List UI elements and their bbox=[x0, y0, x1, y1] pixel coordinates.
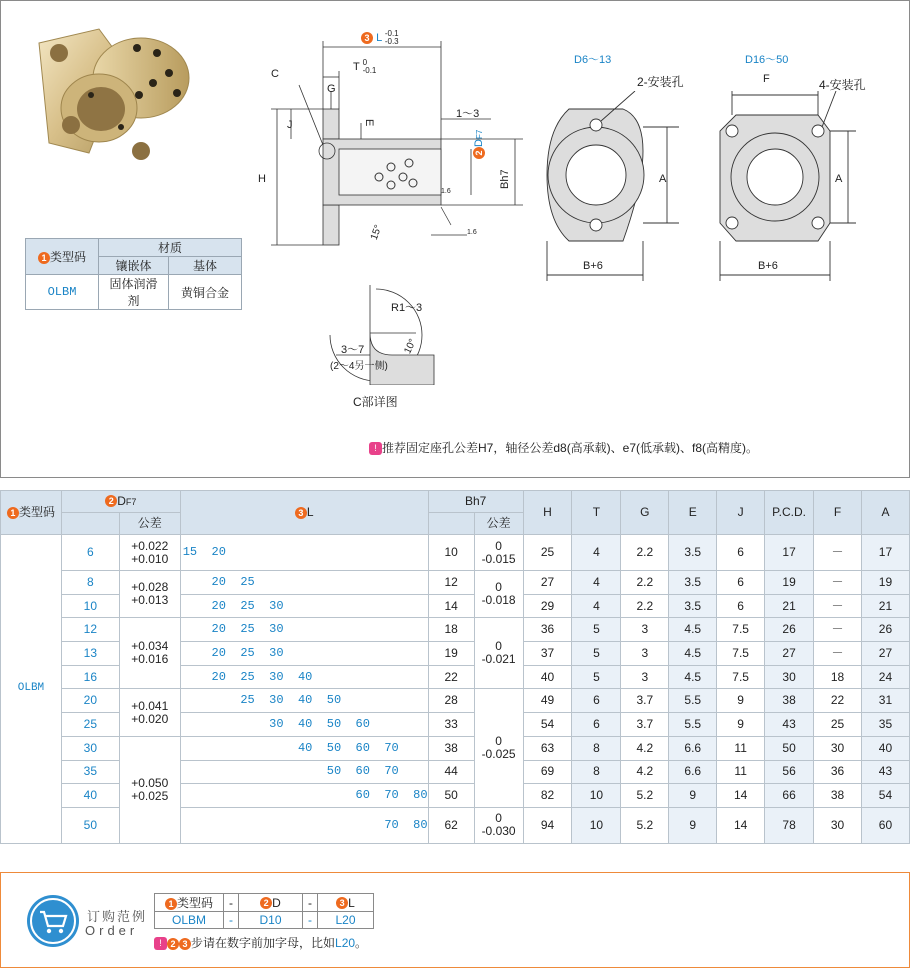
t-cell: 8 bbox=[572, 736, 621, 760]
dim-D-label bbox=[473, 130, 485, 159]
dim-J: J bbox=[287, 119, 293, 131]
d-tol-cell: +0.022 +0.010 bbox=[119, 535, 180, 571]
f-cell: 30 bbox=[814, 736, 862, 760]
h-cell: 54 bbox=[523, 713, 572, 737]
detail-len-note: (2～4另一侧) bbox=[330, 361, 388, 372]
b-cell: 22 bbox=[428, 665, 474, 689]
j-cell: 7.5 bbox=[717, 642, 765, 666]
t-cell: 4 bbox=[572, 571, 621, 595]
g-cell: 5.2 bbox=[621, 784, 669, 808]
view2-holes-label: 4-安装孔 bbox=[819, 78, 866, 92]
e-cell: 5.5 bbox=[669, 689, 717, 713]
front-view-large bbox=[706, 91, 871, 291]
order-note-example: L20 bbox=[335, 936, 356, 950]
dim-H: H bbox=[258, 173, 266, 185]
spec-header-L-text: L bbox=[306, 505, 314, 519]
l-cell: 20 25 30 bbox=[180, 618, 428, 642]
pcd-cell: 19 bbox=[765, 571, 814, 595]
spec-header-L bbox=[180, 491, 428, 535]
f-cell: 30 bbox=[814, 807, 862, 843]
type-cell: OLBM bbox=[1, 535, 62, 844]
g-cell: 2.2 bbox=[621, 594, 669, 618]
d-cell: 25 bbox=[61, 713, 119, 737]
spec-header-PCD: P.C.D. bbox=[765, 491, 814, 535]
t-cell: 5 bbox=[572, 642, 621, 666]
a-cell: 21 bbox=[861, 594, 909, 618]
l-cell: 60 70 80 bbox=[180, 784, 428, 808]
spec-header-J: J bbox=[717, 491, 765, 535]
pcd-cell: 56 bbox=[765, 760, 814, 784]
b-cell: 18 bbox=[428, 618, 474, 642]
t-cell: 5 bbox=[572, 665, 621, 689]
f-cell: － bbox=[814, 618, 862, 642]
cart-icon bbox=[27, 895, 79, 947]
t-cell: 6 bbox=[572, 713, 621, 737]
dim-1to3: 1～3 bbox=[456, 108, 480, 120]
g-cell: 3.7 bbox=[621, 689, 669, 713]
order-value-type: OLBM bbox=[155, 912, 224, 929]
d-cell: 20 bbox=[61, 689, 119, 713]
b-tol-cell: 0 -0.021 bbox=[474, 618, 523, 689]
e-cell: 4.5 bbox=[669, 665, 717, 689]
f-cell: 22 bbox=[814, 689, 862, 713]
mat-header-base: 基体 bbox=[169, 257, 242, 275]
l-cell: 20 25 30 40 bbox=[180, 665, 428, 689]
table-row bbox=[1, 618, 910, 642]
d-cell: 10 bbox=[61, 594, 119, 618]
f-cell: － bbox=[814, 535, 862, 571]
pcd-cell: 38 bbox=[765, 689, 814, 713]
g-cell: 4.2 bbox=[621, 760, 669, 784]
mat-row-base: 黄铜合金 bbox=[169, 275, 242, 310]
angle-15: 15° bbox=[368, 223, 385, 242]
order-value-L: L20 bbox=[318, 912, 374, 929]
b-cell: 50 bbox=[428, 784, 474, 808]
l-cell: 20 25 30 bbox=[180, 594, 428, 618]
g-cell: 5.2 bbox=[621, 807, 669, 843]
a-cell: 60 bbox=[861, 807, 909, 843]
dim-L-label bbox=[361, 30, 399, 46]
g-cell: 3.7 bbox=[621, 713, 669, 737]
mat-row-type: OLBM bbox=[26, 275, 99, 310]
h-cell: 69 bbox=[523, 760, 572, 784]
spec-header-B-blank bbox=[428, 513, 474, 535]
d-cell: 6 bbox=[61, 535, 119, 571]
badge-3: 3 bbox=[361, 32, 373, 44]
dim-A2: A bbox=[835, 173, 843, 185]
b-cell: 28 bbox=[428, 689, 474, 713]
spec-table-body bbox=[1, 535, 910, 844]
pcd-cell: 43 bbox=[765, 713, 814, 737]
d-cell: 40 bbox=[61, 784, 119, 808]
t-cell: 4 bbox=[572, 594, 621, 618]
mat-header-inlay: 镶嵌体 bbox=[99, 257, 169, 275]
b-cell: 62 bbox=[428, 807, 474, 843]
pcd-cell: 30 bbox=[765, 665, 814, 689]
spec-header-D-tol: 公差 bbox=[119, 513, 180, 535]
order-header-type bbox=[155, 894, 224, 912]
b-cell: 19 bbox=[428, 642, 474, 666]
a-cell: 35 bbox=[861, 713, 909, 737]
spec-header-D-blank bbox=[61, 513, 119, 535]
dim-D: D bbox=[473, 139, 485, 147]
spec-header-E: E bbox=[669, 491, 717, 535]
table-row bbox=[1, 535, 910, 571]
b-tol-cell: 0 -0.030 bbox=[474, 807, 523, 843]
pcd-cell: 27 bbox=[765, 642, 814, 666]
spec-header-F: F bbox=[814, 491, 862, 535]
h-cell: 36 bbox=[523, 618, 572, 642]
spec-header-D bbox=[61, 491, 180, 513]
l-cell: 50 60 70 bbox=[180, 760, 428, 784]
product-photo bbox=[29, 23, 199, 173]
spec-header-G: G bbox=[621, 491, 669, 535]
j-cell: 6 bbox=[717, 594, 765, 618]
d-tol-cell: +0.028 +0.013 bbox=[119, 571, 180, 618]
f-cell: 18 bbox=[814, 665, 862, 689]
dim-F: F bbox=[763, 73, 770, 85]
order-header-L-text: L bbox=[348, 895, 355, 910]
b-cell: 10 bbox=[428, 535, 474, 571]
a-cell: 31 bbox=[861, 689, 909, 713]
mat-header-material: 材质 bbox=[99, 239, 242, 257]
pcd-cell: 50 bbox=[765, 736, 814, 760]
e-cell: 4.5 bbox=[669, 642, 717, 666]
order-note-suffix: 。 bbox=[355, 936, 368, 950]
dim-T-tol-lower: -0.1 bbox=[362, 66, 377, 75]
tolerance-note-text: 推荐固定座孔公差H7，轴径公差d8(高承载)、e7(低承载)、f8(高精度)。 bbox=[382, 441, 759, 455]
pcd-cell: 21 bbox=[765, 594, 814, 618]
l-cell: 20 25 30 bbox=[180, 642, 428, 666]
j-cell: 9 bbox=[717, 713, 765, 737]
spec-header-B: Bh7 bbox=[428, 491, 523, 513]
f-cell: － bbox=[814, 571, 862, 595]
g-cell: 3 bbox=[621, 618, 669, 642]
order-value-sep1: - bbox=[224, 912, 239, 929]
h-cell: 63 bbox=[523, 736, 572, 760]
d-cell: 16 bbox=[61, 665, 119, 689]
roughness-2: 1.6 bbox=[467, 229, 477, 236]
h-cell: 49 bbox=[523, 689, 572, 713]
order-header-D bbox=[239, 894, 303, 912]
b-cell: 12 bbox=[428, 571, 474, 595]
dim-G: G bbox=[327, 83, 336, 95]
dim-T: T bbox=[353, 60, 360, 73]
f-cell: 38 bbox=[814, 784, 862, 808]
b-cell: 38 bbox=[428, 736, 474, 760]
b-cell: 33 bbox=[428, 713, 474, 737]
dim-B6-1: B+6 bbox=[583, 260, 603, 272]
order-example-box bbox=[0, 872, 910, 968]
badge-1: 1 bbox=[165, 898, 177, 910]
l-cell: 25 30 40 50 bbox=[180, 689, 428, 713]
j-cell: 7.5 bbox=[717, 665, 765, 689]
badge-2: 2 bbox=[167, 938, 179, 950]
mat-header-type bbox=[26, 239, 99, 275]
order-header-sep1: - bbox=[224, 894, 239, 912]
e-cell: 3.5 bbox=[669, 535, 717, 571]
badge-2: 2 bbox=[260, 897, 272, 909]
h-cell: 29 bbox=[523, 594, 572, 618]
dim-Bh7: Bh7 bbox=[499, 169, 511, 189]
d-cell: 30 bbox=[61, 736, 119, 760]
h-cell: 27 bbox=[523, 571, 572, 595]
view1-title: D6～13 bbox=[574, 54, 612, 66]
pcd-cell: 78 bbox=[765, 807, 814, 843]
roughness-1: 1.6 bbox=[441, 188, 451, 195]
f-cell: 25 bbox=[814, 713, 862, 737]
j-cell: 14 bbox=[717, 807, 765, 843]
badge-2: 2 bbox=[105, 495, 117, 507]
badge-1: 1 bbox=[38, 252, 50, 264]
t-cell: 8 bbox=[572, 760, 621, 784]
a-cell: 54 bbox=[861, 784, 909, 808]
badge-3: 3 bbox=[336, 897, 348, 909]
l-cell: 70 80 bbox=[180, 807, 428, 843]
b-cell: 14 bbox=[428, 594, 474, 618]
t-cell: 10 bbox=[572, 784, 621, 808]
f-cell: － bbox=[814, 642, 862, 666]
drawing-panel bbox=[0, 0, 910, 478]
j-cell: 11 bbox=[717, 736, 765, 760]
l-cell: 40 50 60 70 bbox=[180, 736, 428, 760]
detail-len: 3～7 bbox=[341, 344, 365, 356]
e-cell: 9 bbox=[669, 807, 717, 843]
d-cell: 12 bbox=[61, 618, 119, 642]
order-header-sep2: - bbox=[303, 894, 318, 912]
order-value-D: D10 bbox=[239, 912, 303, 929]
j-cell: 6 bbox=[717, 535, 765, 571]
f-cell: 36 bbox=[814, 760, 862, 784]
a-cell: 17 bbox=[861, 535, 909, 571]
h-cell: 94 bbox=[523, 807, 572, 843]
g-cell: 3 bbox=[621, 665, 669, 689]
t-cell: 4 bbox=[572, 535, 621, 571]
badge-2: 2 bbox=[473, 147, 485, 159]
d-cell: 50 bbox=[61, 807, 119, 843]
a-cell: 24 bbox=[861, 665, 909, 689]
section-view-drawing bbox=[251, 27, 531, 257]
spec-header-A: A bbox=[861, 491, 909, 535]
order-value-sep2: - bbox=[303, 912, 318, 929]
l-cell: 15 20 bbox=[180, 535, 428, 571]
detail-R: R1～3 bbox=[391, 302, 423, 314]
g-cell: 2.2 bbox=[621, 535, 669, 571]
mat-row-inlay: 固体润滑剂 bbox=[99, 275, 169, 310]
dim-T-tol-upper: 0 bbox=[362, 58, 368, 67]
a-cell: 26 bbox=[861, 618, 909, 642]
dim-D-suffix: F7 bbox=[475, 129, 484, 140]
spec-header-D-suffix: F7 bbox=[125, 496, 137, 507]
dim-L-tol-upper: -0.1 bbox=[384, 29, 399, 38]
t-cell: 5 bbox=[572, 618, 621, 642]
h-cell: 37 bbox=[523, 642, 572, 666]
g-cell: 4.2 bbox=[621, 736, 669, 760]
e-cell: 3.5 bbox=[669, 571, 717, 595]
g-cell: 3 bbox=[621, 642, 669, 666]
dim-E: E bbox=[363, 119, 375, 127]
h-cell: 25 bbox=[523, 535, 572, 571]
pcd-cell: 17 bbox=[765, 535, 814, 571]
d-cell: 8 bbox=[61, 571, 119, 595]
detail-caption: C部详图 bbox=[353, 395, 398, 409]
dim-A1: A bbox=[659, 173, 667, 185]
spec-header-T: T bbox=[572, 491, 621, 535]
label-C: C bbox=[271, 68, 279, 80]
d-tol-cell: +0.034 +0.016 bbox=[119, 618, 180, 689]
dim-L: L bbox=[376, 31, 382, 44]
material-table bbox=[25, 238, 242, 310]
view1-holes-label: 2-安装孔 bbox=[637, 75, 684, 89]
j-cell: 6 bbox=[717, 571, 765, 595]
a-cell: 19 bbox=[861, 571, 909, 595]
b-cell: 44 bbox=[428, 760, 474, 784]
g-cell: 2.2 bbox=[621, 571, 669, 595]
order-header-D-text: D bbox=[272, 895, 281, 910]
dim-L-tol-lower: -0.3 bbox=[384, 37, 399, 46]
table-row bbox=[1, 571, 910, 595]
b-tol-cell: 0 -0.025 bbox=[474, 689, 523, 807]
spec-header-B-tol: 公差 bbox=[474, 513, 523, 535]
t-cell: 6 bbox=[572, 689, 621, 713]
dim-B6-2: B+6 bbox=[758, 260, 778, 272]
d-cell: 13 bbox=[61, 642, 119, 666]
pcd-cell: 66 bbox=[765, 784, 814, 808]
h-cell: 40 bbox=[523, 665, 572, 689]
j-cell: 11 bbox=[717, 760, 765, 784]
spec-table bbox=[0, 490, 910, 844]
spec-header-type-text: 类型码 bbox=[18, 505, 55, 519]
e-cell: 9 bbox=[669, 784, 717, 808]
h-cell: 82 bbox=[523, 784, 572, 808]
e-cell: 3.5 bbox=[669, 594, 717, 618]
d-tol-cell: +0.050 +0.025 bbox=[119, 736, 180, 843]
table-row bbox=[1, 736, 910, 760]
e-cell: 6.6 bbox=[669, 736, 717, 760]
d-tol-cell: +0.041 +0.020 bbox=[119, 689, 180, 736]
order-note bbox=[154, 934, 367, 951]
badge-3: 3 bbox=[179, 938, 191, 950]
d-cell: 35 bbox=[61, 760, 119, 784]
tolerance-note bbox=[369, 439, 758, 456]
detail-angle: 10° bbox=[402, 337, 419, 356]
dim-T-label bbox=[353, 59, 376, 75]
j-cell: 7.5 bbox=[717, 618, 765, 642]
info-icon: ! bbox=[369, 442, 382, 455]
badge-3: 3 bbox=[295, 507, 307, 519]
order-header-L bbox=[318, 894, 374, 912]
order-table bbox=[154, 893, 374, 929]
table-row bbox=[1, 689, 910, 713]
spec-header-H: H bbox=[523, 491, 572, 535]
e-cell: 4.5 bbox=[669, 618, 717, 642]
l-cell: 20 25 bbox=[180, 571, 428, 595]
order-note-text: 步请在数字前加字母，比如 bbox=[191, 936, 336, 950]
order-header-type-text: 类型码 bbox=[176, 896, 213, 910]
a-cell: 43 bbox=[861, 760, 909, 784]
e-cell: 5.5 bbox=[669, 713, 717, 737]
front-view-small bbox=[531, 91, 691, 291]
j-cell: 9 bbox=[717, 689, 765, 713]
e-cell: 6.6 bbox=[669, 760, 717, 784]
badge-1: 1 bbox=[7, 507, 19, 519]
mat-header-type-text: 类型码 bbox=[49, 250, 86, 264]
f-cell: － bbox=[814, 594, 862, 618]
b-tol-cell: 0 -0.015 bbox=[474, 535, 523, 571]
spec-header-type bbox=[1, 491, 62, 535]
j-cell: 14 bbox=[717, 784, 765, 808]
a-cell: 27 bbox=[861, 642, 909, 666]
order-title-en: Order bbox=[85, 923, 139, 938]
info-icon: ! bbox=[154, 937, 167, 950]
pcd-cell: 26 bbox=[765, 618, 814, 642]
t-cell: 10 bbox=[572, 807, 621, 843]
b-tol-cell: 0 -0.018 bbox=[474, 571, 523, 618]
spec-header-D-text: D bbox=[117, 493, 126, 508]
a-cell: 40 bbox=[861, 736, 909, 760]
l-cell: 30 40 50 60 bbox=[180, 713, 428, 737]
order-title-cn: 订购范例 bbox=[87, 909, 148, 924]
view2-title: D16～50 bbox=[745, 54, 789, 66]
